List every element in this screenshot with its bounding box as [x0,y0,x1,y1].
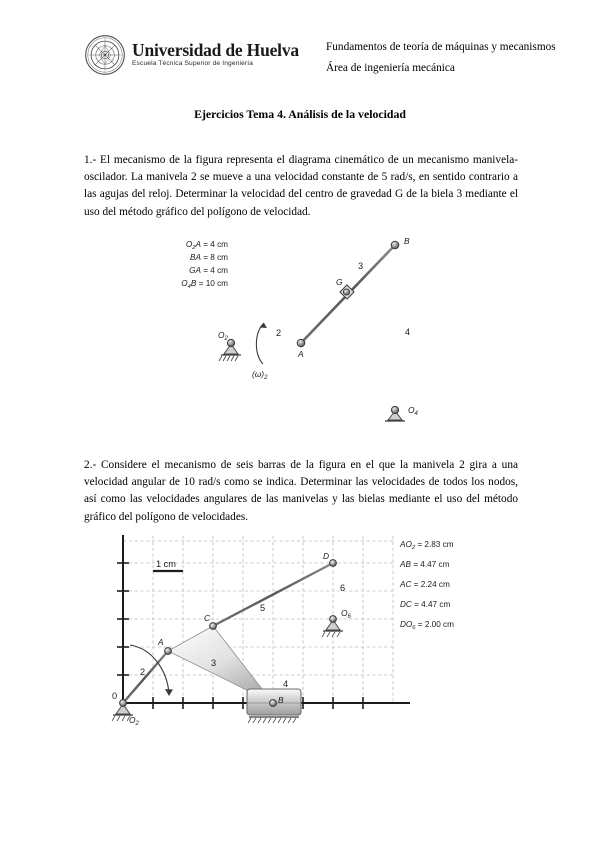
dimension-line-1: $O_2A = 4$ cm [185,240,228,251]
dimension-line-4: DC = 4.47 cm [400,600,451,609]
joint-g-label: G [336,277,343,287]
joint-b-label: B [404,236,410,246]
joint-o6 [330,616,337,623]
figure2-dimension-list [399,540,454,631]
university-school: Escuela Técnica Superior de Ingeniería [132,60,254,68]
joint-d [330,560,337,567]
slider-ground-hatching [248,718,296,723]
dimension-line-2: AB = 4.47 cm [400,560,450,569]
joint-o6-label: $O_6$ [341,608,351,620]
joint-c [210,623,217,630]
dimension-line-5: $DO_6 = 2.00$ cm [400,620,454,631]
dimension-line-4: $O_4B = 10$ cm [181,279,228,290]
figure-crank-rocker [150,228,460,423]
center-of-gravity-g [340,285,354,299]
joint-o4-label: $O_4$ [408,405,418,417]
joint-a [297,339,305,347]
university-name: Universidad de Huelva [132,39,299,60]
joint-a [165,648,172,655]
scale-bar [153,559,183,571]
page-title: Ejercicios Tema 4. Análisis de la velocidad [194,107,406,121]
link-2-label: 2 [140,667,146,677]
header-course-title: Fundamentos de teoría de máquinas y mecanismos [326,41,556,53]
exercise-2-text: 2.- Considere el mecanismo de seis barras de la figura en el que la manivela 2 gira a una velocidad angular de 10 rad/s como se indica. Determinar las velocidades de todos los nodos, así como las velocidades angulares de las manivelas y las bielas mediante el uso del método gráfico del polígono de velocidades. [84,459,518,523]
joint-d-label: D [323,551,330,561]
dimension-line-2: BA = 8 cm [189,253,228,262]
university-logo [84,34,299,76]
link-4-label: 4 [283,679,289,689]
link-4-label: 4 [405,327,411,337]
dimension-line-3: AC = 2.24 cm [400,580,450,589]
dimension-line-3: GA = 4 cm [189,266,228,275]
link-3-label: 3 [358,261,364,271]
vertical-axis [117,535,129,705]
joint-b [391,241,399,249]
joint-b-label: B [278,695,284,705]
link-2-label: 2 [276,328,282,338]
header-subject-block [326,37,556,79]
origin-label: 0 [112,691,118,701]
joint-b [270,700,277,707]
exercise-1-text: 1.- El mecanismo de la figura representa el diagrama cinemático de un mecanismo manivela-oscilador. La manivela 2 se mueve a una velocidad constante de 5 rad/s, en sentido contrario a las agujas del reloj. Determinar la velocidad del centro de gravedad G de la biela 3 mediante el uso del método gráfico del polígono de velocidad. [84,154,518,218]
page-header [84,34,556,92]
link-6-label: 6 [340,583,346,593]
omega-2-label: $(\omega)_2$ [252,369,268,381]
joint-a-label: A [298,349,304,359]
scale-bar-label: 1 cm [156,559,176,569]
dimension-line-1: $AO_2 = 2.83$ cm [400,540,454,551]
figure1-dimension-list [181,240,228,290]
link-3-label: 3 [211,658,217,668]
joint-c-label: C [204,613,211,623]
joint-a-label: A [158,637,164,647]
joint-o2 [120,700,127,707]
joint-o2-label: $O_2$ [218,330,228,342]
link-2-bar [123,651,168,703]
joint-o2-label: $O_2$ [129,715,139,727]
figure-six-bar [110,533,500,738]
header-department: Área de ingeniería mecánica [326,62,455,74]
university-seal-icon [84,34,126,76]
joint-o4 [391,406,398,413]
joint-o2 [227,339,234,346]
link-5-label: 5 [260,603,266,613]
